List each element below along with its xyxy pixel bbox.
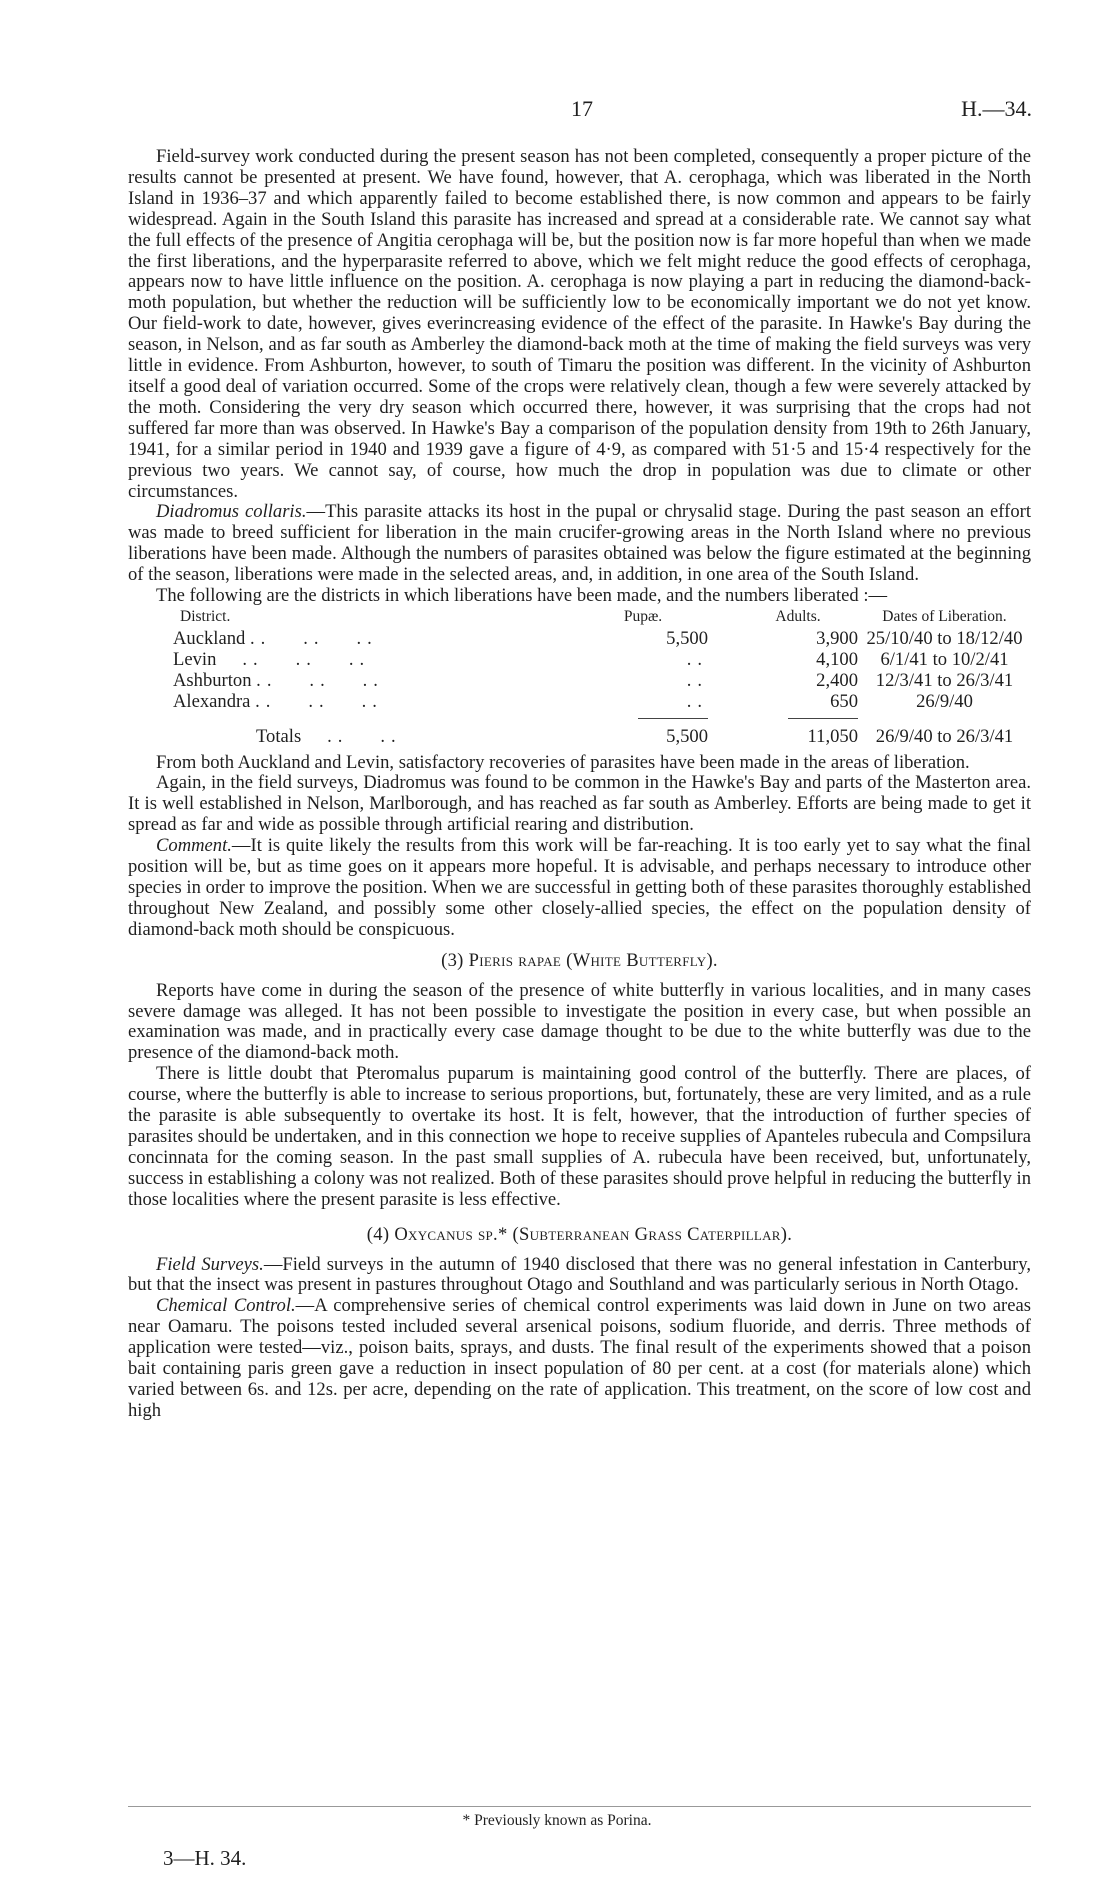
paragraph-oxycanus-field-surveys: Field Surveys.—Field surveys in the autumn of 1940 disclosed that there was no general infestation in Canterbury, but that the insect was present in pastures throughout Otago and Southland and was particularly serious in North Otago. — [128, 1253, 1031, 1296]
table-row: Ashburton .. .. .. .. 2,400 12/3/41 to 26/3/41 — [128, 671, 1031, 692]
dates-cell: 25/10/40 to 18/12/40 — [866, 627, 1023, 649]
paragraph-lead: Chemical Control. — [156, 1295, 296, 1317]
table-row: Levin .. .. .. .. 4,100 6/1/41 to 10/2/41 — [128, 650, 1031, 671]
paragraph-table-intro: The following are the districts in which liberations have been made, and the numbers liberated :— — [156, 585, 888, 607]
district-cell: Levin — [173, 648, 217, 670]
paragraph-lead: Diadromus collaris. — [156, 501, 307, 523]
liberations-table — [128, 607, 1031, 753]
column-header-dates: Dates of Liberation. — [882, 608, 1007, 626]
adults-cell: 4,100 — [816, 648, 858, 670]
adults-cell: 2,400 — [816, 669, 858, 691]
totals-adults: 11,050 — [807, 726, 858, 748]
sum-rule — [638, 718, 708, 719]
district-cell: Ashburton — [173, 669, 252, 691]
totals-label: Totals — [256, 726, 302, 748]
paragraph-lead: Comment. — [156, 835, 232, 857]
district-cell: Alexandra — [173, 690, 251, 712]
paragraph-chemical-control: Chemical Control.—A comprehensive series of chemical control experiments was laid down in June on two areas near Oamaru. The poisons tested included several arsenical poisons, sodium fluoride, and derris. Three methods of application were tested—viz., poison baits, sprays, and dusts. The final result of the experiments showed that a poison bait containing paris green gave a reduction in insect population of 80 per cent. at a cost (for materials alone) which varied between 6s. and 12s. per acre, depending on the rate of application. This treatment, on the score of low cost and high — [128, 1295, 1031, 1421]
paragraph-field-surveys-diadromus: Again, in the field surveys, Diadromus was found to be common in the Hawke's Bay and parts of the Masterton area. It is well established in Nelson, Marlborough, and has reached as far south as Amberley. Efforts are being made to get it spread as far and wide as possible through artificial rearing and distribution. — [128, 772, 1031, 836]
sum-rule — [788, 718, 858, 719]
totals-row: Totals .. .. 5,500 11,050 26/9/40 to 26/3/41 — [128, 723, 1031, 753]
adults-cell: 650 — [830, 690, 858, 712]
section-heading-pieris-rapae: (3) Pieris rapae (White Butterfly). — [441, 949, 718, 971]
paragraph-white-butterfly-reports: Reports have come in during the season of the presence of white butterfly in various localities, and in many cases severe damage was alleged. It has not been possible to investigate the position in every case, but when possible an examination was made, and in practically every case damage thought to be due to the white butterfly was due to the presence of the diamond-back moth. — [128, 979, 1031, 1064]
table-row: Alexandra .. .. .. .. 650 26/9/40 — [128, 692, 1031, 713]
paragraph-recoveries: From both Auckland and Levin, satisfactory recoveries of parasites have been made in the areas of liberation. — [156, 751, 970, 773]
body-text — [128, 147, 1031, 1422]
district-cell: Auckland — [173, 627, 246, 649]
footnote-divider — [128, 1806, 1031, 1807]
pupae-cell: 5,500 — [666, 627, 708, 649]
paragraph-comment: Comment.—It is quite likely the results from this work will be far-reaching. It is too early yet to say what the final position will be, but as time goes on it appears more hopeful. It is advisable, and perhaps necessary to introduce other species in order to improve the position. When we are successful in getting both of these parasites thoroughly established throughout New Zealand, and possibly some other closely-allied species, the effect on the population density of diamond-back moth should be conspicuous. — [128, 835, 1031, 940]
sum-rule-row — [128, 713, 1031, 723]
section-heading-oxycanus: (4) Oxycanus sp.* (Subterranean Grass Caterpillar). — [366, 1223, 793, 1245]
paragraph-lead: Field Surveys. — [156, 1253, 264, 1275]
totals-dates: 26/9/40 to 26/3/41 — [875, 726, 1014, 748]
paragraph-diadromus: Diadromus collaris.—This parasite attacks its host in the pupal or chrysalid stage. During the past season an effort was made to breed sufficient for liberation in the main crucifer-growing areas in the North Island where no previous liberations have been made. Although the numbers of parasites obtained was below the figure estimated at the beginning of the season, liberations were made in the selected areas, and, in addition, in one area of the South Island. — [128, 501, 1031, 586]
totals-pupae: 5,500 — [666, 726, 708, 748]
page-number: 17 — [571, 96, 593, 121]
dates-cell: 6/1/41 to 10/2/41 — [880, 648, 1009, 670]
paragraph-cerophaga: Field-survey work conducted during the present season has not been completed, consequently a proper picture of the results cannot be presented at present. We have found, however, that A. cerophaga, which was liberated in the North Island in 1936–37 and which apparently failed to become established there, is now common and appears to be fairly widespread. Again in the South Island this parasite has increased and spread at a considerable rate. We cannot say what the full effects of the presence of Angitia cerophaga will be, but the position now is far more hopeful than when we made the first liberations, and the hyperparasite referred to above, which we felt might reduce the good effects of cerophaga, appears now to have little influence on the position. A. cerophaga is now playing a part in reducing the diamond-back-moth population, but whether the reduction will be sufficiently low to be economically important we do not yet know. Our field-work to date, however, gives everincreasing evidence of the effect of the parasite. In Hawke's Bay during the season, in Nelson, and as far south as Amberley the diamond-back moth at the time of making the field surveys was very little in evidence. From Ashburton, however, to south of Timaru the position was different. In the vicinity of Ashburton itself a good deal of variation occurred. Some of the crops were relatively clean, though a few were severely attacked by the moth. Considering the very dry season which occurred there, however, it was surprising that the crops had not suffered far more than was observed. In Hawke's Bay a comparison of the population density from 19th to 26th January, 1941, for a similar period in 1940 and 1939 gave a figure of 4·9, as compared with 51·5 and 15·4 respectively for the previous two years. We cannot say, of course, how much the drop in population was due to climate or other circumstances. — [128, 146, 1031, 502]
document-reference: H.—34. — [961, 96, 1032, 121]
adults-cell: 3,900 — [816, 627, 858, 649]
printer-signature: 3—H. 34. — [163, 1846, 247, 1870]
paragraph-pteromalus: There is little doubt that Pteromalus puparum is maintaining good control of the butterfly. There are places, of course, where the butterfly is able to increase to serious proportions, but, fortunately, these are very limited, and as a rule the parasite is able subsequently to overtake its host. It is felt, however, that the introduction of further species of parasites should be undertaken, and in this connection we hope to receive supplies of Apanteles rubecula and Compsilura concinnata for the coming season. In the past small supplies of A. rubecula have been received, but, unfortunately, success in establishing a colony was not realized. Both of these parasites should prove helpful in reducing the butterfly in those localities where the present parasite is less effective. — [128, 1063, 1031, 1210]
column-header-district: District. — [180, 608, 231, 626]
column-header-pupae: Pupæ. — [623, 608, 663, 626]
table-row: Auckland .. .. .. 5,500 3,900 25/10/40 to 18/12/40 — [128, 629, 1031, 650]
page-header — [132, 96, 1032, 126]
dates-cell: 12/3/41 to 26/3/41 — [875, 669, 1014, 691]
column-header-adults: Adults. — [775, 608, 821, 626]
footnote: * Previously known as Porina. — [462, 1812, 652, 1829]
dates-cell: 26/9/40 — [916, 690, 973, 712]
table-header-row — [128, 607, 1031, 629]
